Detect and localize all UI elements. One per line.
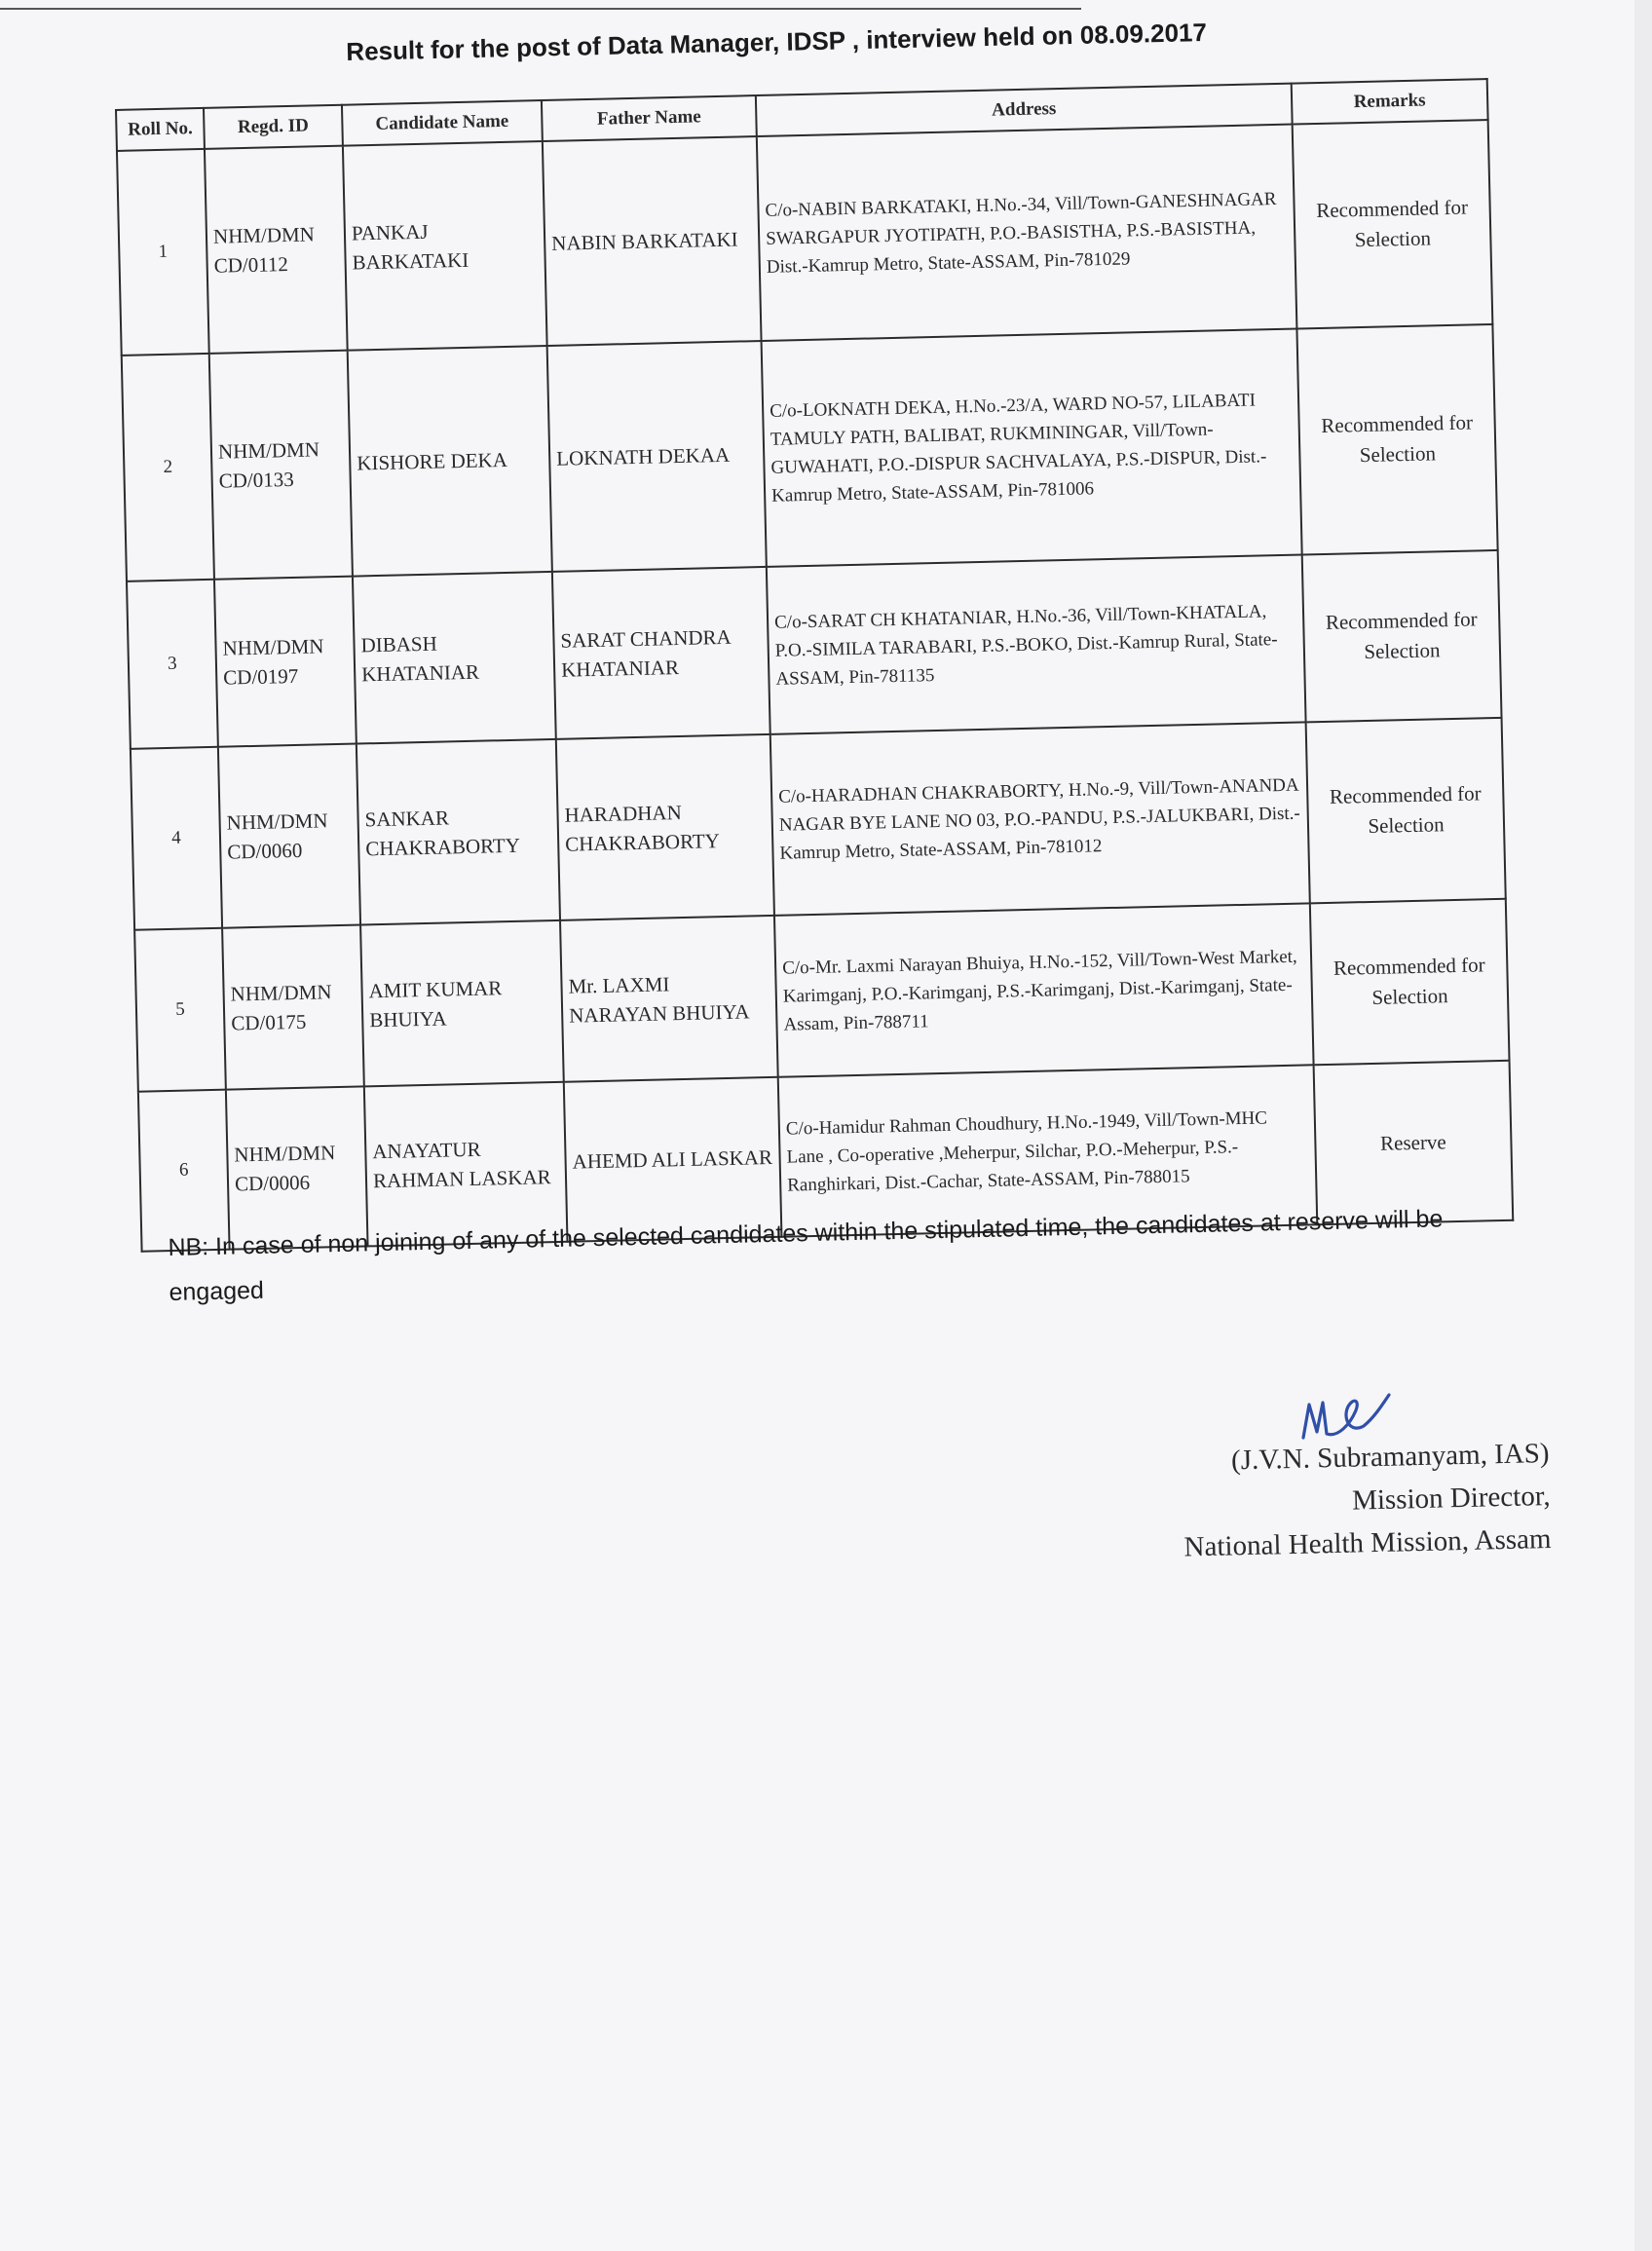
table-row — [134, 899, 1509, 1092]
remarks-cell: Recommended for Selection — [1302, 550, 1502, 723]
table-row — [127, 550, 1502, 749]
candidate-name-cell: PANKAJ BARKATAKI — [343, 141, 547, 351]
roll-no-cell: 4 — [131, 747, 222, 930]
page-edge-shadow — [1634, 0, 1652, 2251]
father-name-cell: SARAT CHANDRA KHATANIAR — [552, 567, 770, 739]
table-row — [131, 718, 1506, 930]
signature-stroke — [1303, 1395, 1389, 1438]
header-roll-no: Roll No. — [116, 108, 205, 151]
signatory-name: (J.V.N. Subramanyam, IAS) — [1230, 1437, 1550, 1477]
address-cell: C/o-SARAT CH KHATANIAR, H.No.-36, Vill/Town-KHATALA, P.O.-SIMILA TARABARI, P.S.-BOKO, Dist.-Kamrup Rural, State-ASSAM, Pin-781135 — [767, 554, 1306, 733]
roll-no-cell: 6 — [138, 1090, 230, 1252]
address-cell: C/o-Hamidur Rahman Choudhury, H.No.-1949, Vill/Town-MHC Lane , Co-operative ,Meherpur, Silchar, P.O.-Meherpur, P.S.-Ranghirkari, Dist.-Cachar, State-ASSAM, Pin-788015 — [778, 1065, 1318, 1236]
regd-id-cell: NHM/DMN CD/0060 — [218, 744, 360, 928]
results-table-wrapper — [115, 78, 1514, 1253]
regd-id-cell: NHM/DMN CD/0006 — [226, 1086, 368, 1249]
roll-no-cell: 2 — [122, 354, 214, 582]
regd-id-cell: NHM/DMN CD/0112 — [205, 146, 348, 354]
table-row — [122, 324, 1498, 582]
roll-no-cell: 3 — [127, 580, 218, 749]
results-table — [115, 78, 1514, 1253]
roll-no-cell: 5 — [134, 928, 226, 1092]
candidate-name-cell: AMIT KUMAR BHUIYA — [360, 920, 564, 1087]
roll-no-cell: 1 — [117, 149, 209, 356]
header-remarks: Remarks — [1292, 79, 1488, 125]
signature-block — [1091, 1432, 1552, 1571]
address-cell: C/o-NABIN BARKATAKI, H.No.-34, Vill/Town-GANESHNAGAR SWARGAPUR JYOTIPATH, P.O.-BASISTHA, P.S.-BASISTHA, Dist.-Kamrup Metro, State-ASSAM, Pin-781029 — [757, 125, 1297, 341]
nb-note: NB: In case of non joining of any of the selected candidates within the stipulated time, the candidates at reserve will be engaged — [168, 1205, 1444, 1306]
father-name-cell: LOKNATH DEKAA — [547, 341, 767, 572]
header-address: Address — [756, 84, 1293, 136]
address-cell: C/o-Mr. Laxmi Narayan Bhuiya, H.No.-152, Vill/Town-West Market, Karimganj, P.O.-Karimganj, P.S.-Karimganj, Dist.-Karimganj, State-Assam, Pin-788711 — [774, 903, 1314, 1076]
regd-id-cell: NHM/DMN CD/0133 — [209, 351, 353, 580]
candidate-name-cell: ANAYATUR RAHMAN LASKAR — [364, 1082, 568, 1247]
candidate-name-cell: SANKAR CHAKRABORTY — [357, 739, 560, 925]
header-candidate-name: Candidate Name — [342, 100, 543, 146]
remarks-cell: Recommended for Selection — [1310, 899, 1510, 1066]
candidate-name-cell: KISHORE DEKA — [348, 346, 552, 577]
regd-id-cell: NHM/DMN CD/0197 — [214, 577, 357, 747]
father-name-cell: Mr. LAXMI NARAYAN BHUIYA — [560, 916, 778, 1082]
header-father-name: Father Name — [542, 95, 757, 141]
table-row — [117, 120, 1492, 356]
remarks-cell: Recommended for Selection — [1293, 120, 1493, 329]
signatory-organization: National Health Mission, Assam — [1183, 1522, 1552, 1563]
father-name-cell: HARADHAN CHAKRABORTY — [556, 734, 774, 920]
address-cell: C/o-LOKNATH DEKA, H.No.-23/A, WARD NO-57, LILABATI TAMULY PATH, BALIBAT, RUKMININGAR, Vill/Town-GUWAHATI, P.O.-DISPUR SACHVALAYA, P.S.-DISPUR, Dist.-Kamrup Metro, State-ASSAM, Pin-781006 — [762, 329, 1302, 567]
candidate-name-cell: DIBASH KHATANIAR — [353, 572, 556, 744]
remarks-cell: Reserve — [1314, 1061, 1514, 1225]
document-title: Result for the post of Data Manager, IDSP , interview held on 08.09.2017 — [346, 17, 1208, 66]
address-cell: C/o-HARADHAN CHAKRABORTY, H.No.-9, Vill/Town-ANANDA NAGAR BYE LANE NO 03, P.O.-PANDU, P.S.-JALUKBARI, Dist.-Kamrup Metro, State-ASSAM, Pin-781012 — [770, 722, 1310, 915]
remarks-cell: Recommended for Selection — [1306, 718, 1506, 904]
father-name-cell: NABIN BARKATAKI — [543, 136, 762, 346]
remarks-cell: Recommended for Selection — [1296, 324, 1497, 555]
regd-id-cell: NHM/DMN CD/0175 — [222, 924, 364, 1089]
signatory-designation: Mission Director, — [1351, 1480, 1551, 1517]
top-rule — [0, 8, 1081, 10]
father-name-cell: AHEMD ALI LASKAR — [564, 1077, 782, 1242]
header-regd-id: Regd. ID — [204, 105, 343, 149]
